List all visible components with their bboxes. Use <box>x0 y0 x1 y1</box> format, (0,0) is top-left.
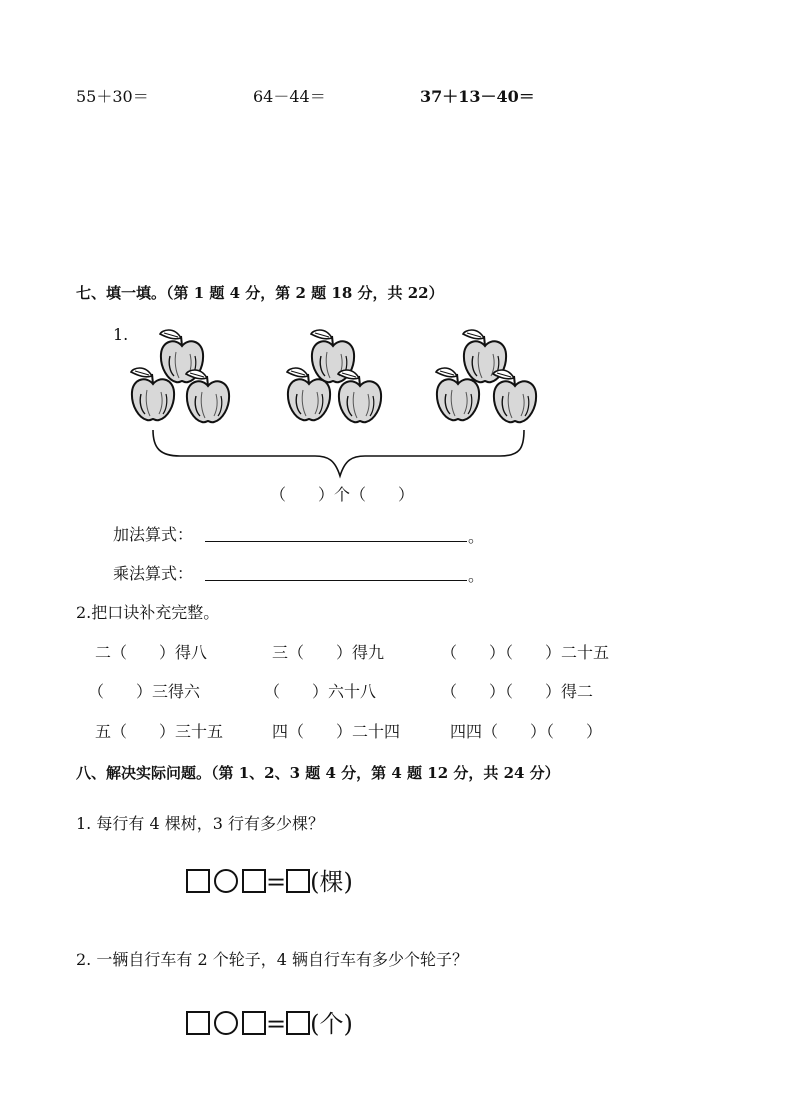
rhyme-item: 四（ ）二十四 <box>272 722 401 741</box>
answer-box-icon[interactable] <box>186 1011 210 1035</box>
answer-box-icon[interactable] <box>242 1011 266 1035</box>
groups-count-blank: （ ）个（ ） <box>270 485 415 504</box>
answer-box-icon[interactable] <box>242 869 266 893</box>
question-2-title: 2.把口诀补充完整。 <box>76 603 220 622</box>
rhyme-item: （ ）（ ）二十五 <box>441 643 610 662</box>
apple-groups-illustration <box>120 318 540 498</box>
answer-box-icon[interactable] <box>286 869 310 893</box>
equation-1: 55＋30＝ <box>76 87 149 106</box>
section-8-note: （第 1、2、3 题 4 分，第 4 题 12 分，共 24 分） <box>211 764 560 782</box>
section-7-heading <box>76 282 444 303</box>
answer-frame-2 <box>186 1004 353 1039</box>
addition-formula-label: 加法算式： <box>113 525 194 544</box>
unit-label: (棵) <box>310 868 353 896</box>
apple-groups-image <box>120 318 540 498</box>
equals-sign: = <box>266 1010 287 1038</box>
answer-frame-1 <box>186 862 353 897</box>
section-8-heading <box>76 762 560 783</box>
answer-box-icon[interactable] <box>286 1011 310 1035</box>
section-8-title: 八、解决实际问题。 <box>76 764 212 782</box>
rhyme-item: （ ）（ ）得二 <box>441 682 594 701</box>
word-problem-1: 1. 每行有 4 棵树，3 行有多少棵？ <box>76 814 324 833</box>
unit-label: (个) <box>310 1010 353 1038</box>
operator-circle-icon[interactable] <box>214 869 238 893</box>
addition-formula-line[interactable] <box>205 541 467 542</box>
rhyme-item: 四四（ ）（ ） <box>450 722 603 741</box>
rhyme-item: （ ）三得六 <box>88 682 201 701</box>
rhyme-item: 三（ ）得九 <box>272 643 385 662</box>
multiplication-formula-line[interactable] <box>205 580 467 581</box>
operator-circle-icon[interactable] <box>214 1011 238 1035</box>
word-problem-2: 2. 一辆自行车有 2 个轮子，4 辆自行车有多少个轮子？ <box>76 950 468 969</box>
rhyme-item: （ ）六十八 <box>264 682 377 701</box>
equals-sign: = <box>266 868 287 896</box>
addition-formula-end: 。 <box>468 527 485 546</box>
section-7-title: 七、填一填。 <box>76 284 167 302</box>
multiplication-formula-label: 乘法算式： <box>113 564 194 583</box>
multiplication-formula-end: 。 <box>468 566 485 585</box>
equation-2: 64－44＝ <box>253 87 326 106</box>
rhyme-item: 二（ ）得八 <box>95 643 208 662</box>
section-7-note: （第 1 题 4 分，第 2 题 18 分，共 22） <box>166 284 444 302</box>
answer-box-icon[interactable] <box>186 869 210 893</box>
question-1-number: 1. <box>113 325 129 344</box>
equation-3: 37＋13－40＝ <box>420 87 535 106</box>
rhyme-item: 五（ ）三十五 <box>95 722 224 741</box>
